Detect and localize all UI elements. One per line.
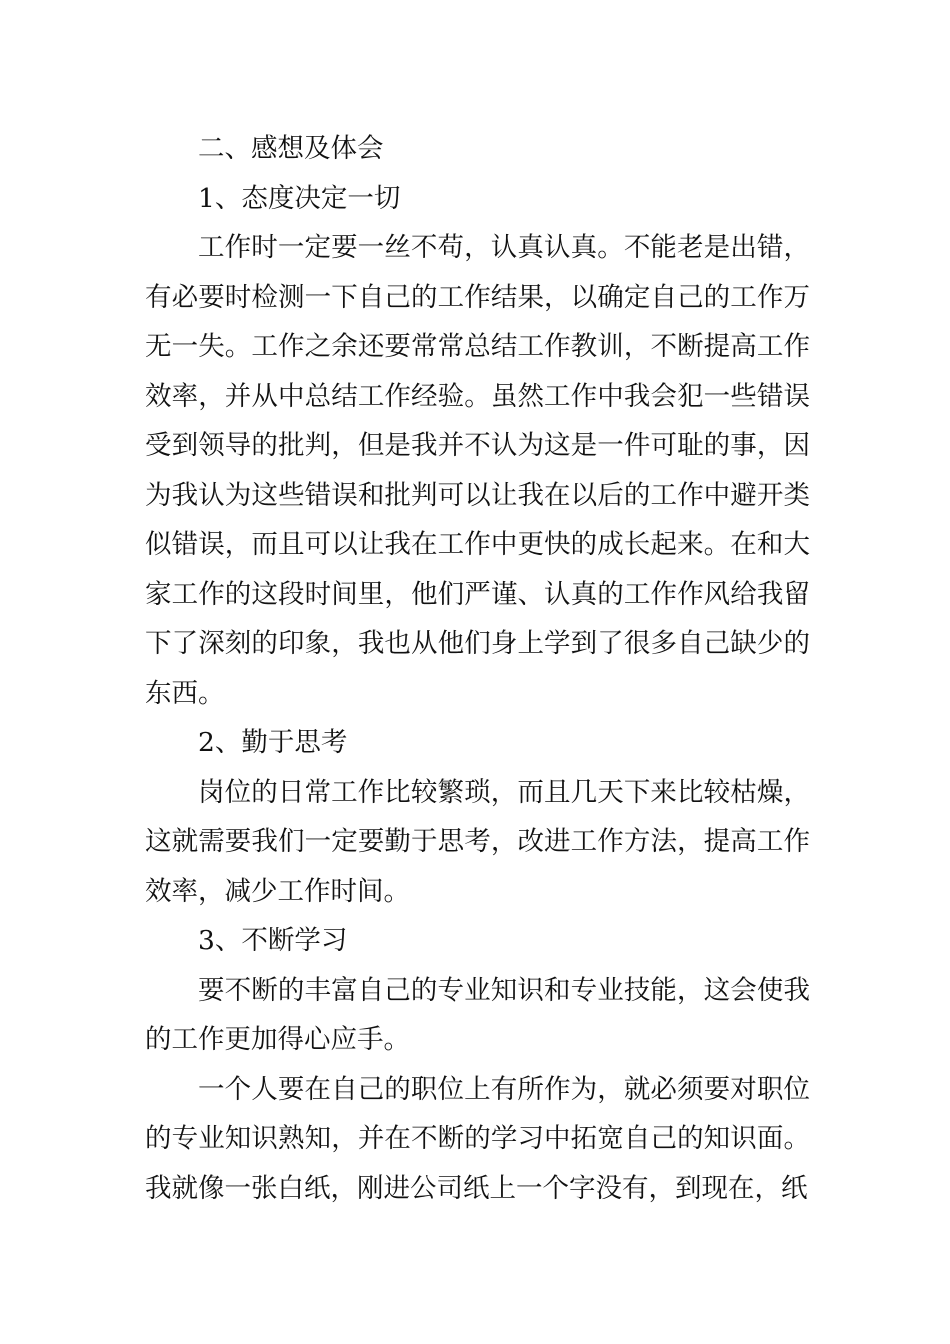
item-heading-attitude: 1、态度决定一切 [198, 182, 401, 214]
paragraph-attitude: 工作时一定要一丝不苟，认真认真。不能老是出错，有必要时检测一下自己的工作结果，以确定自己的工作万无一失。工作之余还要常常总结工作教训，不断提高工作效率，并从中总结工作经验。虽然工作中我会犯一些错误受到领导的批判，但是我并不认为这是一件可耻的事，因为我认为这些错误和批判可以让我在以后的工作中避开类似错误，而且可以让我在工作中更快的成长起来。在和大家工作的这段时间里，他们严谨、认真的工作作风给我留下了深刻的印象，我也从他们身上学到了很多自己缺少的东西。 [145, 232, 810, 709]
paragraph-learning-2: 一个人要在自己的职位上有所作为，就必须要对职位的专业知识熟知，并在不断的学习中拓宽自己的知识面。我就像一张白纸，刚进公司纸上一个字没有，到现在，纸 [145, 1073, 810, 1204]
document-body [145, 124, 810, 1213]
section-heading: 二、感想及体会 [198, 133, 384, 164]
paragraph-thinking: 岗位的日常工作比较繁琐，而且几天下来比较枯燥，这就需要我们一定要勤于思考，改进工作方法，提高工作效率，减少工作时间。 [145, 776, 810, 907]
item-heading-thinking: 2、勤于思考 [198, 727, 348, 758]
item-heading-learning: 3、不断学习 [198, 925, 348, 956]
paragraph-learning-1: 要不断的丰富自己的专业知识和专业技能，这会使我的工作更加得心应手。 [145, 974, 810, 1055]
